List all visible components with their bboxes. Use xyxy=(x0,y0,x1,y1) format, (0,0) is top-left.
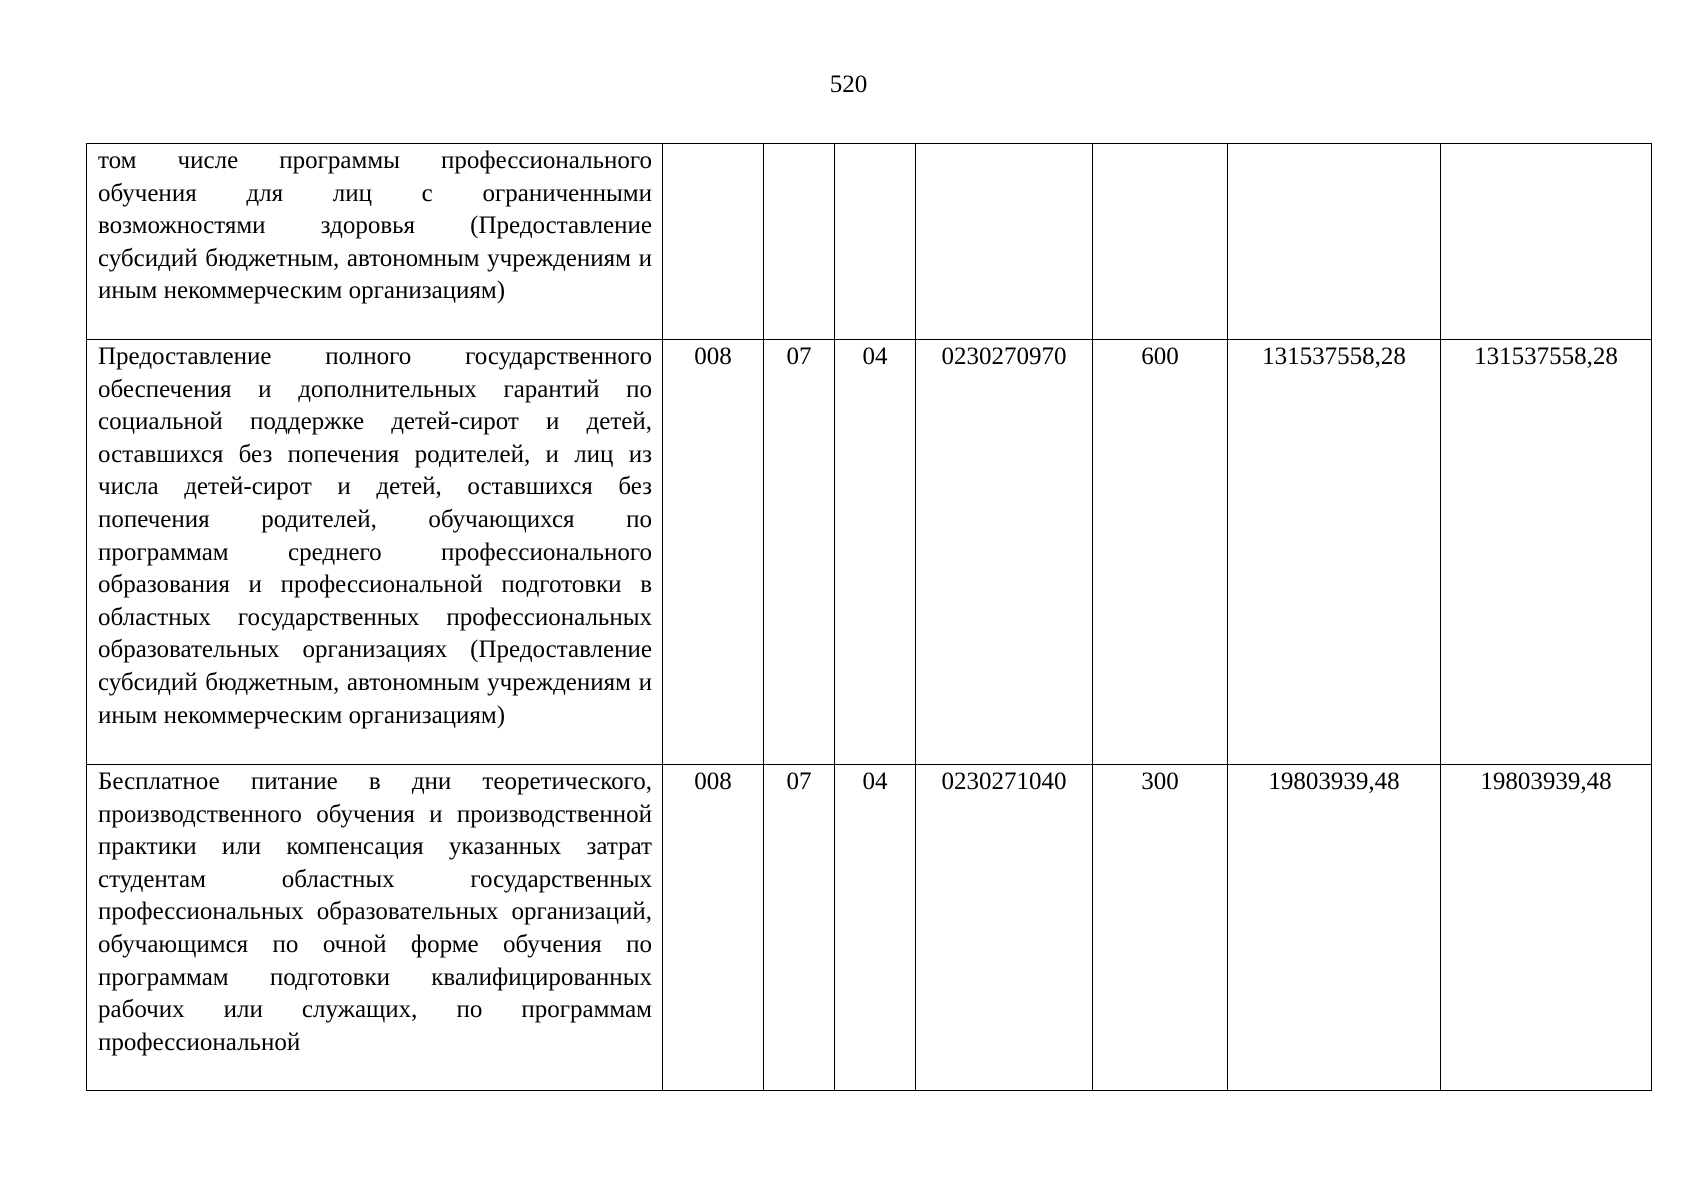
table-row xyxy=(87,765,1652,1091)
section-code-cell: 07 xyxy=(764,340,835,765)
expense-type-cell: 600 xyxy=(1093,340,1228,765)
expense-type-cell xyxy=(1093,144,1228,340)
description-cell xyxy=(87,144,663,340)
amount-cell: 19803939,48 xyxy=(1441,765,1652,1091)
description-text: Предоставление полного государственного обеспечения и дополнительных гарантий по социальной поддержке детей-сирот и детей, оставшихся без попечения родителей, и лиц из числа детей-сирот и детей, оставшихся без попечения родителей, обучающихся по программам среднего профессионального образования и профессиональной подготовки в областных государственных профессиональных образовательных организациях (Предоставление субсидий бюджетным, автономным учреждениям и иным некоммерческим организациям) xyxy=(98,343,652,729)
amount-cell: 131537558,28 xyxy=(1228,340,1441,765)
amount-cell xyxy=(1228,144,1441,340)
description-cell xyxy=(87,340,663,765)
subsection-code-cell: 04 xyxy=(835,765,916,1091)
amount-cell xyxy=(1441,144,1652,340)
description-cell xyxy=(87,765,663,1091)
expense-type-cell: 300 xyxy=(1093,765,1228,1091)
ministry-code-cell: 008 xyxy=(663,765,764,1091)
ministry-code-cell: 008 xyxy=(663,340,764,765)
subsection-code-cell: 04 xyxy=(835,340,916,765)
target-article-cell: 0230271040 xyxy=(916,765,1093,1091)
ministry-code-cell xyxy=(663,144,764,340)
amount-cell: 131537558,28 xyxy=(1441,340,1652,765)
description-text: том числе программы профессионального обучения для лиц с ограниченными возможностями здоровья (Предоставление субсидий бюджетным, автономным учреждениям и иным некоммерческим организациям) xyxy=(98,147,652,305)
page-number: 520 xyxy=(829,71,868,98)
subsection-code-cell xyxy=(835,144,916,340)
target-article-cell xyxy=(916,144,1093,340)
section-code-cell xyxy=(764,144,835,340)
target-article-cell: 0230270970 xyxy=(916,340,1093,765)
amount-cell: 19803939,48 xyxy=(1228,765,1441,1091)
table-row xyxy=(87,144,1652,340)
table-row xyxy=(87,340,1652,765)
budget-table xyxy=(86,143,1652,1091)
section-code-cell: 07 xyxy=(764,765,835,1091)
description-text: Бесплатное питание в дни теоретического, производственного обучения и производственной практики или компенсация указанных затрат студентам областных государственных профессиональных образовательных организаций, обучающимся по очной форме обучения по программам подготовки квалифицированных рабочих или служащих, по программам профессиональной xyxy=(98,768,652,1056)
